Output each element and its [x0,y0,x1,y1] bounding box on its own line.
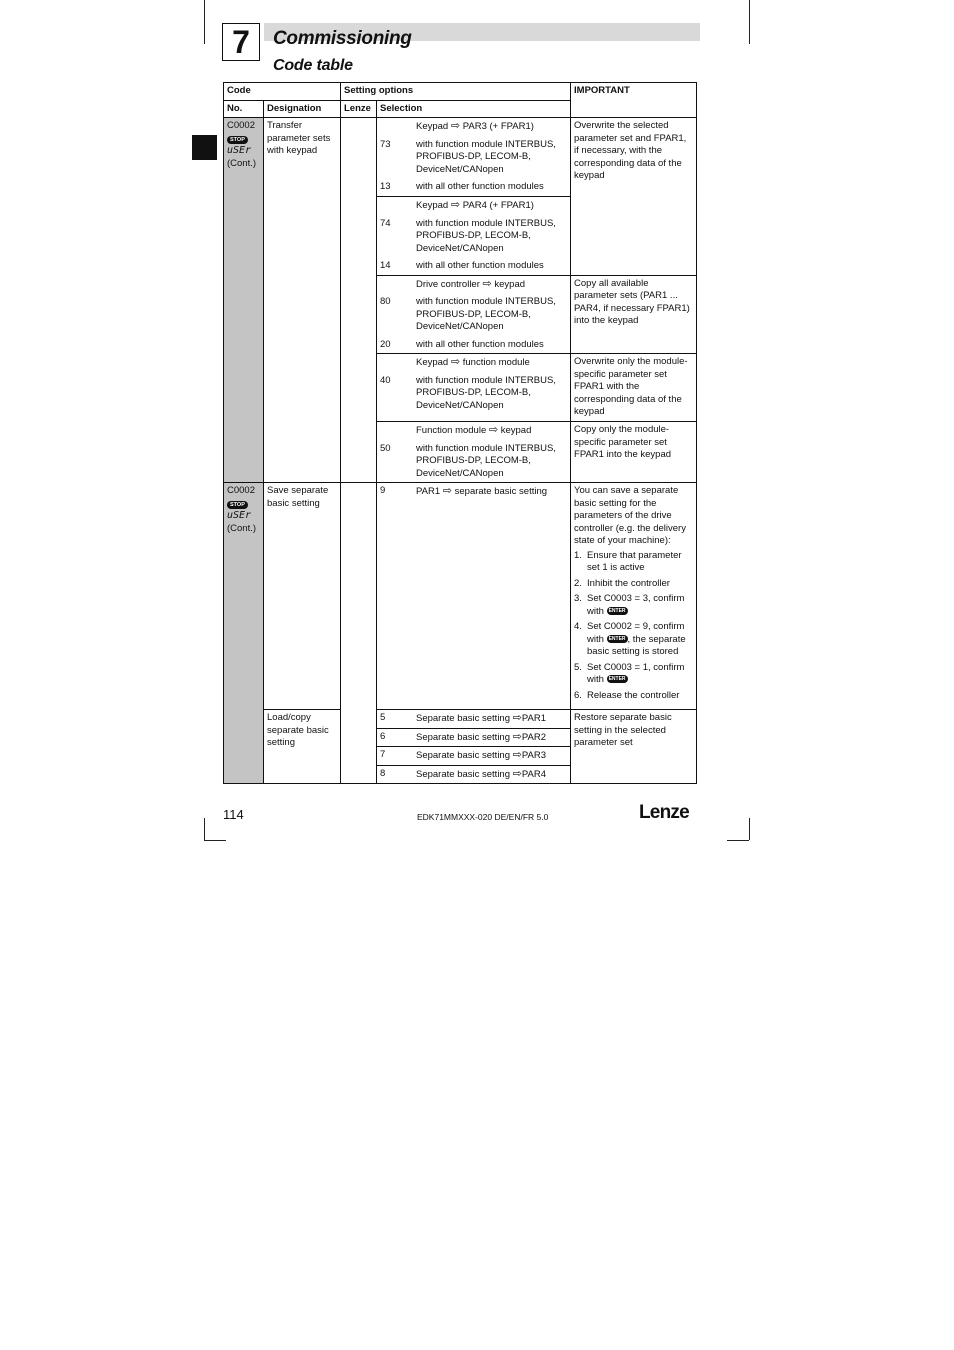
important-cell: Copy all available parameter sets (PAR1 ... PAR4, if necessary FPAR1) into the keypad [571,275,697,354]
crop-mark [749,0,750,44]
page-number: 114 [223,807,244,822]
crop-mark [727,840,749,841]
chapter-title: Commissioning [273,28,412,49]
stop-icon: STOP [227,136,248,144]
arrow-right-icon: ⇨ [450,120,461,132]
arrow-right-icon: ⇨ [482,277,492,290]
arrow-right-icon: ⇨ [488,424,499,436]
option-item [380,443,567,481]
user-menu-icon: uSEr [227,510,252,521]
option-value: 14 [380,260,391,271]
table-header-row [224,83,697,101]
list-item: 5. Set C0003 = 1, confirm with ENTER [574,661,685,685]
list-item: 1. Ensure that parameter set 1 is active [574,549,682,573]
crop-mark [749,818,750,840]
table-row [224,483,697,710]
option-text: Separate basic setting [416,713,511,724]
option-item [380,296,567,334]
important-cell: Overwrite the selected parameter set and FPAR1, if necessary, with the corresponding data of the keypad [571,118,697,276]
selection-title: Keypad [416,357,449,368]
option-value: 8 [380,767,386,779]
option-item [380,139,567,177]
header-code: Code [224,83,341,101]
important-cell: Restore separate basic setting in the selected parameter set [571,710,697,784]
section-title: Code table [273,57,353,74]
arrow-right-icon: ⇨ [450,356,461,368]
selection-group [377,275,571,354]
chapter-number: 7 [222,23,260,61]
option-value: 40 [380,374,391,386]
option-target: separate basic setting [454,486,548,497]
designation-cell: Load/copy separate basic setting [264,710,341,784]
option-item [380,485,567,499]
document-id: EDK71MMXXX-020 DE/EN/FR 5.0 [417,812,549,822]
selection-target: PAR3 (+ FPAR1) [462,121,534,132]
selection-group [377,197,571,276]
selection-target: keypad [494,278,526,290]
code-number: C0002 [227,485,255,496]
important-cell [571,483,697,710]
option-item [377,747,571,766]
option-text: PAR1 [416,486,441,497]
lenze-cell [341,483,377,784]
enter-key-icon: ENTER [608,676,626,683]
selection-group [377,354,571,422]
option-text: with function module INTERBUS, PROFIBUS-DP, LECOM-B, DeviceNet/CANopen [416,296,556,332]
option-target: PAR4 [521,768,546,780]
crop-mark [204,0,205,44]
option-item [380,339,567,352]
option-item [380,218,567,256]
option-target: PAR2 [521,731,546,743]
selection-target: function module [462,357,530,368]
header-no: No. [224,100,264,118]
enter-key-icon: ENTER [608,635,626,642]
option-value: 20 [380,338,391,350]
option-value: 73 [380,138,391,150]
chapter-tab-marker [192,135,217,160]
selection-group [377,483,571,710]
option-value: 74 [380,217,391,229]
header-designation: Designation [264,100,341,118]
option-text: with function module INTERBUS, PROFIBUS-DP, LECOM-B, DeviceNet/CANopen [416,217,556,254]
option-text: with function module INTERBUS, PROFIBUS-DP, LECOM-B, DeviceNet/CANopen [416,374,556,411]
option-text: with function module INTERBUS, PROFIBUS-DP, LECOM-B, DeviceNet/CANopen [416,442,556,479]
option-text: with all other function modules [416,181,544,192]
continued-label: (Cont.) [227,522,257,534]
enter-key-icon: ENTER [608,607,626,614]
option-item [380,375,567,413]
option-value: 7 [380,749,386,760]
continued-label: (Cont.) [227,157,257,169]
arrow-right-icon: ⇨ [512,730,522,743]
option-value: 5 [380,712,386,723]
table-row [224,710,697,729]
code-table [223,82,697,784]
selection-target: PAR4 (+ FPAR1) [462,200,534,211]
selection-title: Keypad [416,200,449,211]
selection-group [377,118,571,197]
stop-icon: STOP [227,501,248,509]
user-menu-icon: uSEr [227,145,252,156]
option-item [377,728,571,747]
option-item [377,710,571,729]
crop-mark [204,818,205,840]
list-item: 4. Set C0002 = 9, confirm with ENTER , the separate basic setting is stored [574,621,686,657]
option-text: Separate basic setting [416,750,511,761]
header-selection: Selection [377,100,571,118]
arrow-right-icon: ⇨ [512,749,522,761]
arrow-right-icon: ⇨ [512,712,522,724]
code-cell [224,118,264,483]
selection-title: Function module [416,425,487,436]
option-text: Separate basic setting [416,731,511,743]
selection-title: Keypad [416,121,449,132]
header-important: IMPORTANT [571,83,697,118]
option-text: with all other function modules [416,338,544,350]
crop-mark [204,840,226,841]
arrow-right-icon: ⇨ [442,485,452,497]
important-intro: You can save a separate basic setting for the parameters of the drive controller (e.g. the delivery state of your machine): [574,485,686,546]
important-cell: Copy only the module-specific parameter set FPAR1 into the keypad [571,422,697,483]
option-target: PAR3 [521,750,546,761]
option-item [380,181,567,194]
lenze-logo: Lenze [639,802,689,823]
code-cell [224,483,264,784]
lenze-cell [341,118,377,483]
header-setting-options: Setting options [341,83,571,101]
important-cell: Overwrite only the module-specific parameter set FPAR1 with the corresponding data of the keypad [571,354,697,422]
table-row [224,118,697,197]
selection-target: keypad [500,425,532,436]
option-value: 13 [380,181,391,192]
option-value: 50 [380,442,391,454]
option-value: 6 [380,730,386,742]
code-number: C0002 [227,120,255,131]
designation-cell: Transfer parameter sets with keypad [264,118,341,483]
procedure-steps [574,550,693,703]
option-text: Separate basic setting [416,768,511,780]
arrow-right-icon: ⇨ [450,199,461,211]
option-text: with all other function modules [416,260,544,271]
list-item: 6. Release the controller [574,689,680,701]
header-lenze: Lenze [341,100,377,118]
option-value: 9 [380,485,386,496]
option-item [377,765,571,784]
option-target: PAR1 [521,713,546,724]
arrow-right-icon: ⇨ [512,767,522,780]
option-text: with function module INTERBUS, PROFIBUS-DP, LECOM-B, DeviceNet/CANopen [416,138,556,175]
selection-title: Drive controller [416,278,480,290]
option-value: 80 [380,296,391,307]
selection-group [377,422,571,483]
option-item [380,260,567,273]
list-item: 3. Set C0003 = 3, confirm with ENTER [574,593,685,617]
list-item: 2. Inhibit the controller [574,577,670,589]
designation-cell: Save separate basic setting [264,483,341,710]
